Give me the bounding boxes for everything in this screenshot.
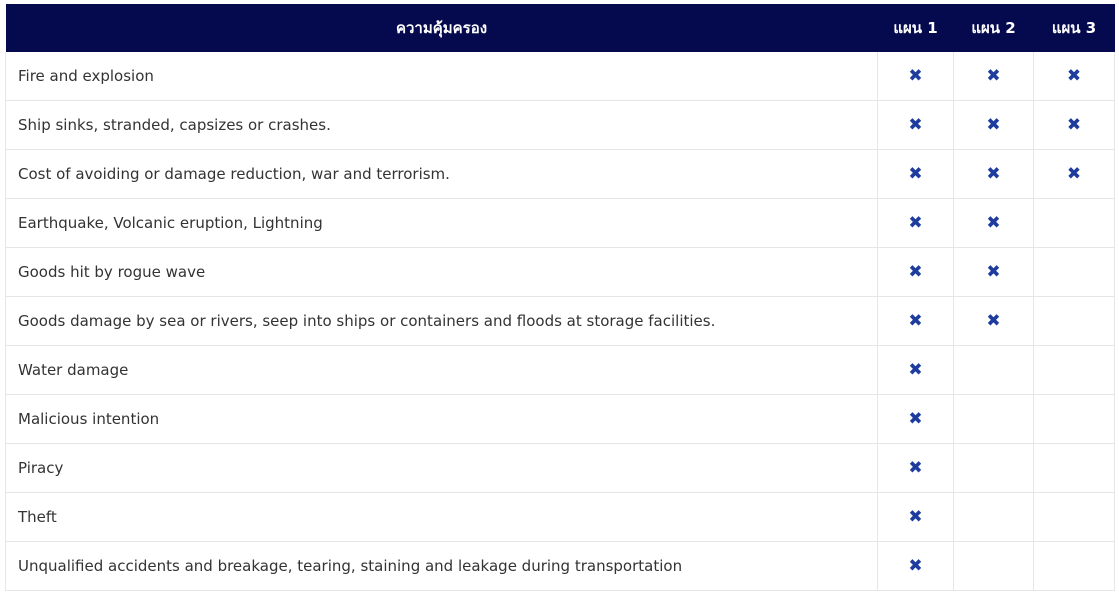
table-row [6, 150, 1115, 199]
coverage-label: Ship sinks, stranded, capsizes or crashes. [6, 101, 878, 150]
plan-2-cell [954, 346, 1034, 395]
included-check-icon: ✖ [986, 115, 1001, 135]
plan-1-cell [878, 199, 954, 248]
included-check-icon: ✖ [908, 66, 923, 86]
plan-1-cell [878, 52, 954, 101]
coverage-label: Cost of avoiding or damage reduction, war and terrorism. [6, 150, 878, 199]
included-check-icon: ✖ [986, 66, 1001, 86]
plan-1-cell [878, 150, 954, 199]
coverage-label: Unqualified accidents and breakage, tearing, staining and leakage during transportation [6, 542, 878, 591]
included-check-icon: ✖ [1066, 115, 1082, 135]
plan-2-cell [954, 493, 1034, 542]
plan-3-cell [1034, 150, 1115, 199]
coverage-label: Fire and explosion [6, 52, 878, 101]
plan-3-cell [1034, 101, 1115, 150]
table-row [6, 346, 1115, 395]
plan-3-cell [1034, 346, 1115, 395]
table-row [6, 542, 1115, 591]
included-check-icon: ✖ [986, 262, 1001, 282]
included-check-icon: ✖ [1066, 164, 1082, 184]
included-check-icon: ✖ [986, 213, 1001, 233]
included-check-icon: ✖ [908, 164, 923, 184]
plan-3-cell [1034, 444, 1115, 493]
plan-2-cell [954, 395, 1034, 444]
table-row [6, 101, 1115, 150]
included-check-icon: ✖ [908, 556, 923, 576]
included-check-icon: ✖ [908, 311, 923, 331]
table-row [6, 199, 1115, 248]
plan-2-cell [954, 297, 1034, 346]
plan-3-cell [1034, 52, 1115, 101]
table-row [6, 493, 1115, 542]
plan-3-cell [1034, 493, 1115, 542]
plan-2-cell [954, 248, 1034, 297]
table-row [6, 444, 1115, 493]
plan-1-cell [878, 542, 954, 591]
plan-3-cell [1034, 199, 1115, 248]
plan-3-cell [1034, 297, 1115, 346]
plan-1-cell [878, 395, 954, 444]
plan-2-cell [954, 101, 1034, 150]
plan-2-cell [954, 542, 1034, 591]
header-plan-3: แผน 3 [1034, 4, 1115, 52]
header-plan-1: แผน 1 [878, 4, 954, 52]
plan-2-cell [954, 444, 1034, 493]
coverage-label: Water damage [6, 346, 878, 395]
coverage-table-container [5, 4, 1114, 591]
plan-1-cell [878, 297, 954, 346]
coverage-label: Earthquake, Volcanic eruption, Lightning [6, 199, 878, 248]
coverage-label: Theft [6, 493, 878, 542]
table-row [6, 52, 1115, 101]
plan-1-cell [878, 248, 954, 297]
plan-2-cell [954, 199, 1034, 248]
plan-1-cell [878, 493, 954, 542]
coverage-label: Goods hit by rogue wave [6, 248, 878, 297]
included-check-icon: ✖ [908, 507, 923, 527]
plan-1-cell [878, 444, 954, 493]
included-check-icon: ✖ [908, 262, 923, 282]
coverage-label: Goods damage by sea or rivers, seep into ships or containers and floods at storage facilities. [6, 297, 878, 346]
table-header [6, 4, 1115, 52]
included-check-icon: ✖ [986, 311, 1001, 331]
coverage-label: Malicious intention [6, 395, 878, 444]
plan-2-cell [954, 150, 1034, 199]
table-row [6, 395, 1115, 444]
header-plan-2: แผน 2 [954, 4, 1034, 52]
table-body [6, 52, 1115, 591]
coverage-table [5, 4, 1115, 591]
included-check-icon: ✖ [908, 458, 923, 478]
plan-3-cell [1034, 248, 1115, 297]
included-check-icon: ✖ [908, 213, 923, 233]
header-row [6, 4, 1115, 52]
plan-1-cell [878, 101, 954, 150]
table-row [6, 297, 1115, 346]
included-check-icon: ✖ [986, 164, 1001, 184]
header-coverage: ความคุ้มครอง [6, 4, 878, 52]
included-check-icon: ✖ [1066, 66, 1082, 86]
plan-3-cell [1034, 395, 1115, 444]
plan-2-cell [954, 52, 1034, 101]
coverage-label: Piracy [6, 444, 878, 493]
plan-3-cell [1034, 542, 1115, 591]
plan-1-cell [878, 346, 954, 395]
included-check-icon: ✖ [908, 115, 923, 135]
included-check-icon: ✖ [908, 360, 923, 380]
included-check-icon: ✖ [908, 409, 923, 429]
table-row [6, 248, 1115, 297]
